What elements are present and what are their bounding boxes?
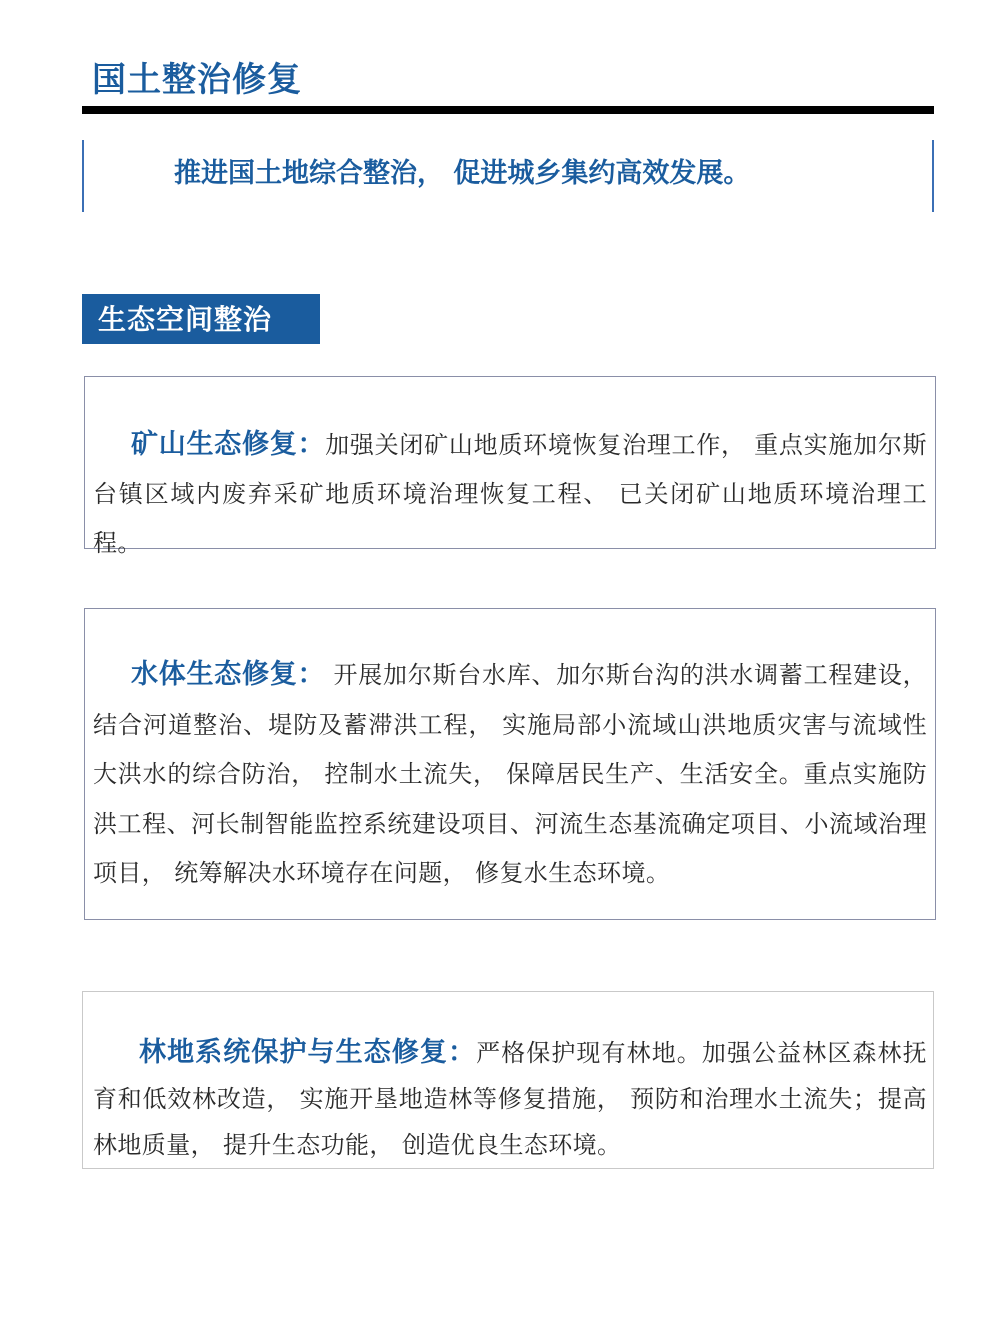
- mine-restoration-label: 矿山生态修复：: [131, 429, 326, 460]
- section-heading: 生态空间整治: [82, 294, 320, 344]
- slogan-box: [82, 140, 934, 212]
- mine-restoration-body: 加强关闭矿山地质环境恢复治理工作， 重点实施加尔斯台镇区域内废弃采矿地质环境治理恢复工程、 已关闭矿山地质环境治理工程。: [93, 431, 927, 557]
- water-restoration-text: [93, 650, 927, 899]
- forest-restoration-text: [93, 1030, 927, 1168]
- forest-restoration-label: 林地系统保护与生态修复：: [139, 1037, 477, 1068]
- slogan-text: 推进国土地综合整治， 促进城乡集约高效发展。: [174, 158, 751, 189]
- water-restoration-label: 水体生态修复：: [131, 659, 326, 690]
- title-divider: [82, 106, 934, 114]
- page-title: 国土整治修复: [92, 60, 302, 100]
- forest-restoration-body: 严格保护现有林地。加强公益林区森林抚育和低效林改造， 实施开垦地造林等修复措施， 预防和治理水土流失；提高林地质量， 提升生态功能， 创造优良生态环境。: [93, 1039, 927, 1159]
- mine-restoration-text: [93, 420, 927, 568]
- water-restoration-body: 开展加尔斯台水库、加尔斯台沟的洪水调蓄工程建设， 结合河道整治、堤防及蓄滞洪工程， 实施局部小流域山洪地质灾害与流域性大洪水的综合防治， 控制水土流失， 保障居民生产、生活安全。重点实施防洪工程、河长制智能监控系统建设项目、河流生态基流确定项目、小流域治理项目， 统筹解决水环境存在问题， 修复水生态环境。: [93, 661, 927, 887]
